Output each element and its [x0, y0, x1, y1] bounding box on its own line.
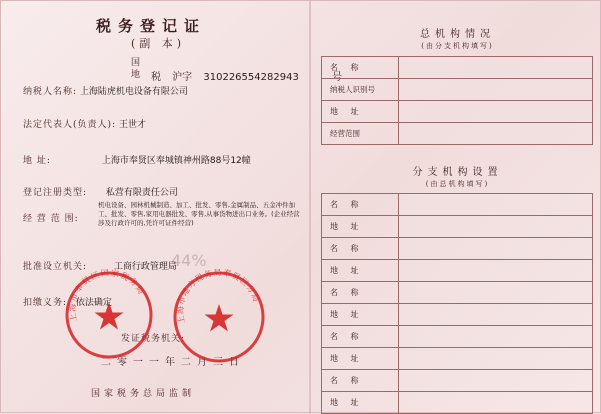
branch-name-label: 名 称	[322, 326, 399, 348]
branch-subtitle: (由总机构填写)	[425, 180, 490, 188]
branch-address-label: 地 址	[322, 392, 399, 414]
head-office-title: 总机构情况	[420, 29, 495, 40]
taxpayer-name-label: 纳税人名称:	[23, 87, 78, 97]
certificate-subtitle: (副 本)	[131, 37, 186, 50]
branch-address-label: 地 址	[322, 260, 399, 282]
certificate-title: 税务登记证	[96, 17, 207, 35]
tax-id-prefix: 沪字	[172, 72, 193, 83]
tax-id-suffix: 号	[332, 72, 342, 83]
reg-type-value: 私营有限责任公司	[105, 188, 178, 198]
branch-address-label: 地 址	[322, 304, 399, 326]
branch-address-value	[399, 348, 593, 370]
local-tax-seal	[171, 269, 267, 365]
branch-name-value	[399, 238, 593, 260]
left-seal-textpath: 上海市奉贤区国家税务局	[67, 269, 147, 323]
scope-row	[23, 211, 79, 224]
taxpayer-name-row	[23, 84, 188, 97]
branch-name-value	[399, 282, 593, 304]
head-office-table	[321, 56, 593, 145]
address-label: 地 址:	[23, 156, 51, 166]
branch-name-label: 名 称	[322, 282, 399, 304]
table-row	[322, 370, 593, 392]
left-seal-star-icon	[95, 302, 124, 330]
left-panel	[1, 1, 342, 414]
right-seal-star-icon	[205, 304, 234, 332]
right-panel	[313, 1, 601, 414]
approval-org: 工商行政管理局	[113, 262, 177, 272]
legal-rep-name: 王世才	[118, 120, 146, 130]
branch-table	[321, 193, 593, 414]
taxpayer-name: 上海陆虎机电设备有限公司	[79, 87, 188, 97]
table-row	[322, 123, 593, 145]
withholding-note: 依法确定	[75, 298, 112, 308]
table-row	[322, 238, 593, 260]
legal-rep-label: 法定代表人(负责人):	[23, 120, 117, 130]
reg-type-row	[23, 185, 178, 198]
approval-label: 批准设立机关:	[23, 262, 88, 272]
head-address-label: 地 址	[322, 101, 399, 123]
branch-address-value	[399, 216, 593, 238]
branch-name-value	[399, 326, 593, 348]
table-row	[322, 304, 593, 326]
head-scope-value	[399, 123, 593, 145]
head-name-value	[399, 57, 593, 79]
head-taxid-value	[399, 79, 593, 101]
table-row	[322, 216, 593, 238]
withholding-label: 扣缴义务:	[23, 298, 68, 308]
branch-name-value	[399, 194, 593, 216]
address-value: 上海市奉贤区奉城镇神州路88号12幢	[101, 156, 251, 166]
issuer-label: 发证税务机关:	[121, 334, 186, 344]
table-row	[322, 79, 593, 101]
address-row	[23, 153, 251, 166]
scope-label: 经 营 范 围:	[23, 214, 79, 224]
right-seal-textpath: 上海市地方税务局奉贤区分局	[175, 269, 262, 325]
national-mark: 国	[131, 58, 141, 68]
branch-name-label: 名 称	[322, 370, 399, 392]
page-fold-divider	[309, 1, 311, 414]
local-mark: 地	[131, 70, 141, 80]
reg-type-label: 登记注册类型:	[23, 188, 88, 198]
branch-address-value	[399, 260, 593, 282]
tax-id-number: 310226554282943	[203, 72, 299, 83]
table-row	[322, 392, 593, 414]
branch-name-label: 名 称	[322, 194, 399, 216]
table-row	[322, 57, 593, 79]
branch-title: 分支机构设置	[412, 167, 503, 178]
business-scope-text: 机电设备、园林机械制造、加工、批发、零售,金属制品、五金冲件加工、批发、零售,家用电器批发、零售,从事货物进出口业务。(企业经营涉及行政许可的,凭许可证件经营)	[98, 201, 300, 227]
footer-supervised-by: 国家税务总局监制	[91, 389, 196, 399]
branch-address-label: 地 址	[322, 348, 399, 370]
table-row	[322, 282, 593, 304]
branch-address-value	[399, 392, 593, 414]
branch-address-value	[399, 304, 593, 326]
tax-authority-marks	[131, 59, 140, 80]
legal-rep-row	[23, 117, 146, 130]
head-address-value	[399, 101, 593, 123]
issue-date: 二零一一年二月三日	[101, 357, 245, 368]
national-tax-seal	[63, 269, 155, 361]
head-name-label: 名 称	[322, 57, 399, 79]
scan-percentage-watermark: 44%	[171, 251, 207, 270]
branch-name-value	[399, 370, 593, 392]
branch-address-label: 地 址	[322, 216, 399, 238]
table-row	[322, 194, 593, 216]
branch-name-label: 名 称	[322, 238, 399, 260]
table-row	[322, 260, 593, 282]
table-row	[322, 101, 593, 123]
table-row	[322, 326, 593, 348]
head-taxid-label: 纳税人识别号	[322, 79, 399, 101]
table-row	[322, 348, 593, 370]
tax-prefix-label: 税	[151, 72, 161, 83]
head-office-subtitle: (由分支机构填写)	[421, 42, 494, 50]
head-scope-label: 经营范围	[322, 123, 399, 145]
